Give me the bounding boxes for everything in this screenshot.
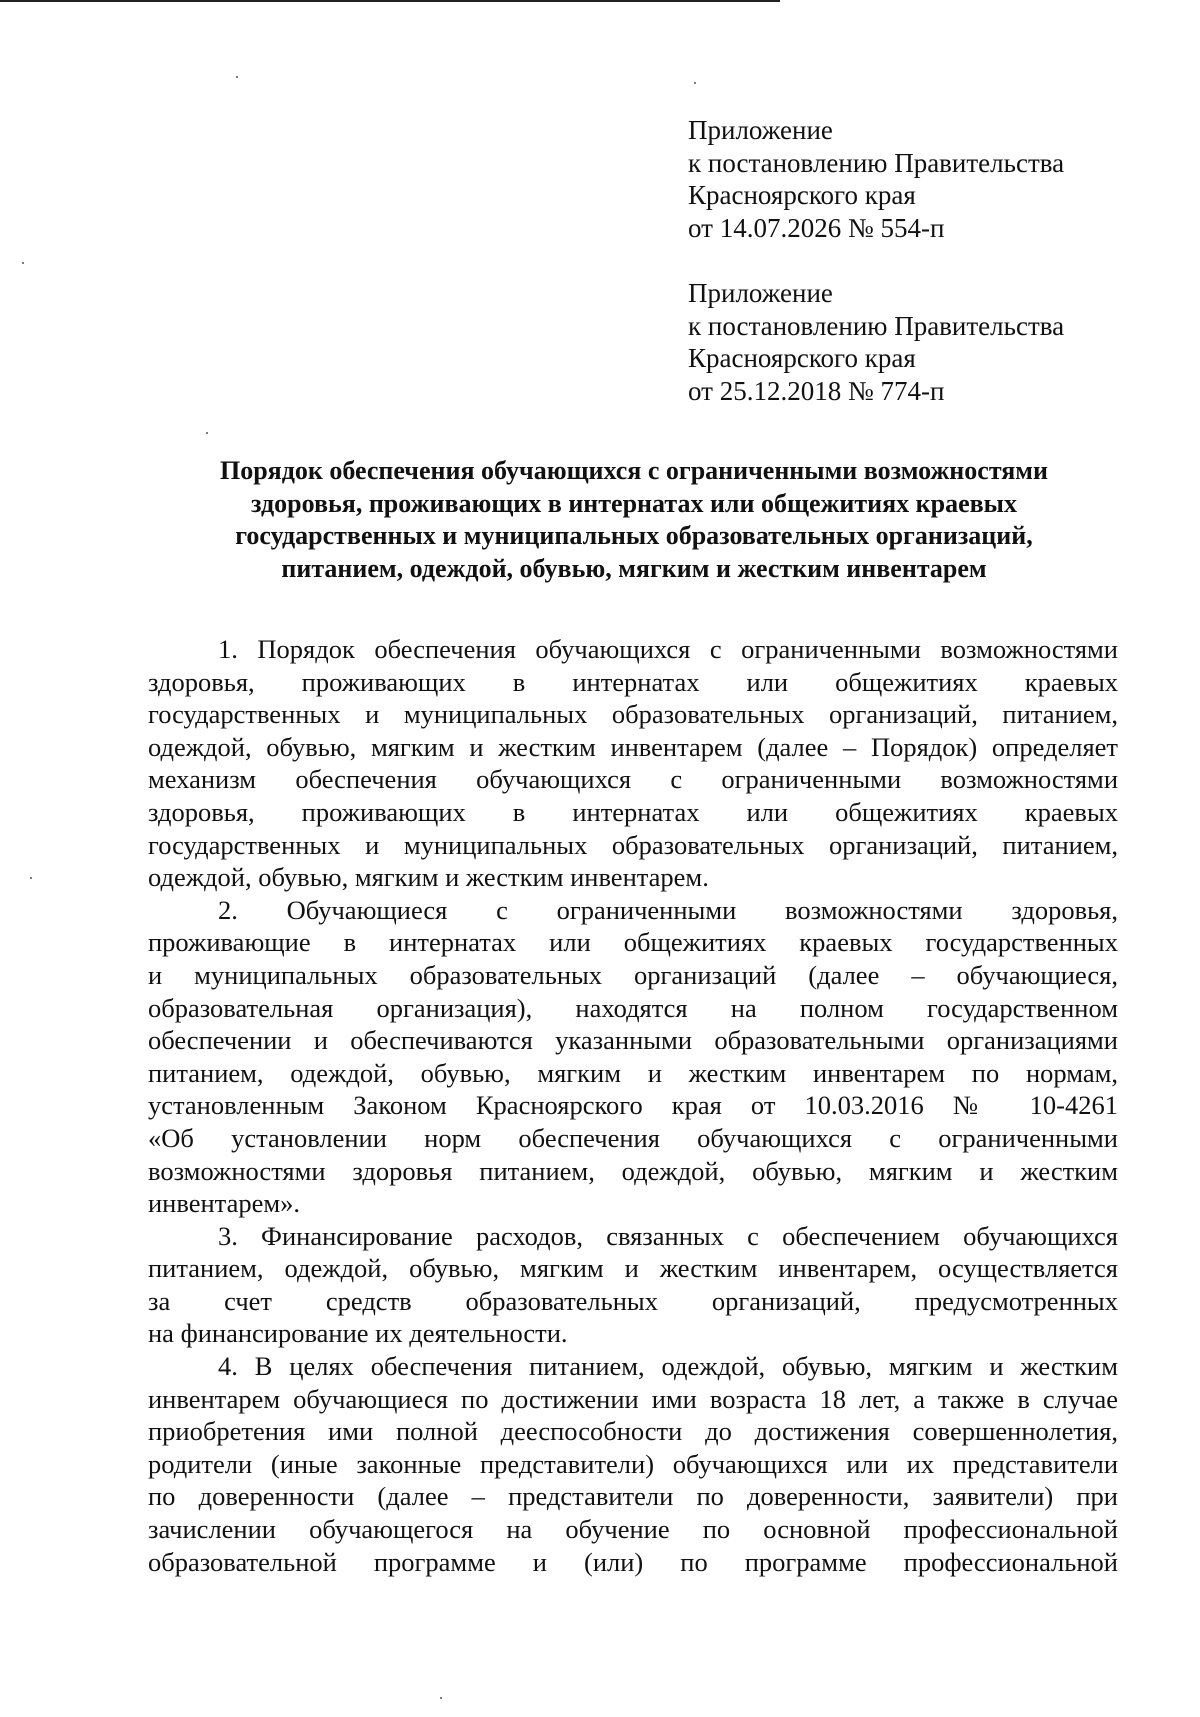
- annex-label: Приложение: [688, 115, 833, 145]
- paragraph-4-line: приобретения ими полной дееспособности до достижения совершеннолетия,: [148, 1416, 1118, 1447]
- paragraph-1-line: одеждой, обувью, мягким и жестким инвентарем (далее – Порядок) определяет: [148, 731, 1118, 762]
- paragraph-2-line: 2. Обучающиеся с ограниченными возможностями здоровья,: [218, 894, 1118, 925]
- annex-label: Приложение: [688, 278, 833, 308]
- paragraph-3-line: за счет средств образовательных организаций, предусмотренных: [148, 1285, 1118, 1316]
- paragraph-1-line: государственных и муниципальных образовательных организаций, питанием,: [148, 699, 1118, 730]
- scan-speck: [236, 76, 238, 78]
- document-title: [150, 455, 1118, 585]
- paragraph-2-line: «Об установлении норм обеспечения обучающихся с ограниченными: [148, 1122, 1118, 1153]
- scan-speck: [22, 262, 24, 264]
- title-line: здоровья, проживающих в интернатах или общежитиях краевых: [251, 488, 1017, 518]
- annex-date-number: от 25.12.2018 № 774-п: [688, 375, 945, 406]
- annex-block-original: [688, 277, 1064, 407]
- paragraph-2-line: и муниципальных образовательных организаций (далее – обучающиеся,: [148, 959, 1118, 990]
- paragraph-1-line: 1. Порядок обеспечения обучающихся с ограниченными возможностями: [218, 634, 1118, 664]
- paragraph-2-line: возможностями здоровья питанием, одеждой, обувью, мягким и жестким: [148, 1155, 1118, 1186]
- annex-region: Красноярского края: [688, 343, 916, 373]
- annex-date-number: от 14.07.2026 № 554-п: [688, 212, 945, 243]
- annex-resolution: к постановлению Правительства: [688, 310, 1065, 341]
- title-line: питанием, одеждой, обувью, мягким и жестким инвентарем: [281, 553, 987, 583]
- paragraph-3-line: 3. Финансирование расходов, связанных с обеспечением обучающихся: [218, 1220, 1118, 1251]
- annex-block-current: [688, 114, 1064, 244]
- paragraph-4-line: образовательной программе и (или) по программе профессиональной: [148, 1546, 1118, 1577]
- scan-speck: [694, 82, 696, 84]
- paragraph-2-line: образовательная организация), находятся на полном государственном: [148, 992, 1118, 1023]
- paragraph-2-line: инвентарем».: [148, 1188, 300, 1219]
- paragraph-1-line: одеждой, обувью, мягким и жестким инвентарем.: [148, 862, 709, 893]
- annex-region: Красноярского края: [688, 180, 916, 210]
- paragraph-2-line: питанием, одеждой, обувью, мягким и жестким инвентарем по нормам,: [148, 1057, 1118, 1088]
- scan-speck: [30, 877, 32, 879]
- paragraph-4-line: инвентарем обучающиеся по достижении ими возраста 18 лет, а также в случае: [148, 1383, 1118, 1414]
- paragraph-2-line: установленным Законом Красноярского края от 10.03.2016 № 10-4261: [148, 1090, 1118, 1121]
- paragraph-2-line: проживающие в интернатах или общежитиях краевых государственных: [148, 927, 1118, 958]
- document-body: [148, 633, 1118, 1578]
- paragraph-4-line: зачислении обучающегося на обучение по основной профессиональной: [148, 1514, 1118, 1545]
- title-line: Порядок обеспечения обучающихся с ограниченными возможностями: [219, 456, 1048, 485]
- paragraph-1-line: государственных и муниципальных образовательных организаций, питанием,: [148, 829, 1118, 860]
- paragraph-3-line: на финансирование их деятельности.: [148, 1318, 568, 1349]
- paragraph-4-line: по доверенности (далее – представители по доверенности, заявители) при: [148, 1481, 1118, 1512]
- paragraph-3-line: питанием, одеждой, обувью, мягким и жестким инвентарем, осуществляется: [148, 1253, 1118, 1284]
- paragraph-2-line: обеспечении и обеспечиваются указанными образовательными организациями: [148, 1025, 1118, 1056]
- paragraph-1-line: здоровья, проживающих в интернатах или общежитиях краевых: [148, 666, 1118, 697]
- paragraph-1-line: механизм обеспечения обучающихся с ограниченными возможностями: [148, 764, 1118, 795]
- paragraph-1-line: здоровья, проживающих в интернатах или общежитиях краевых: [148, 796, 1118, 827]
- scan-top-border: [0, 0, 780, 2]
- scan-speck: [440, 1697, 442, 1699]
- scan-speck: [206, 432, 208, 434]
- paragraph-4-line: 4. В целях обеспечения питанием, одеждой, обувью, мягким и жестким: [218, 1351, 1118, 1382]
- paragraph-4-line: родители (иные законные представители) обучающихся или их представители: [148, 1448, 1118, 1479]
- title-line: государственных и муниципальных образовательных организаций,: [235, 521, 1033, 550]
- annex-resolution: к постановлению Правительства: [688, 147, 1065, 178]
